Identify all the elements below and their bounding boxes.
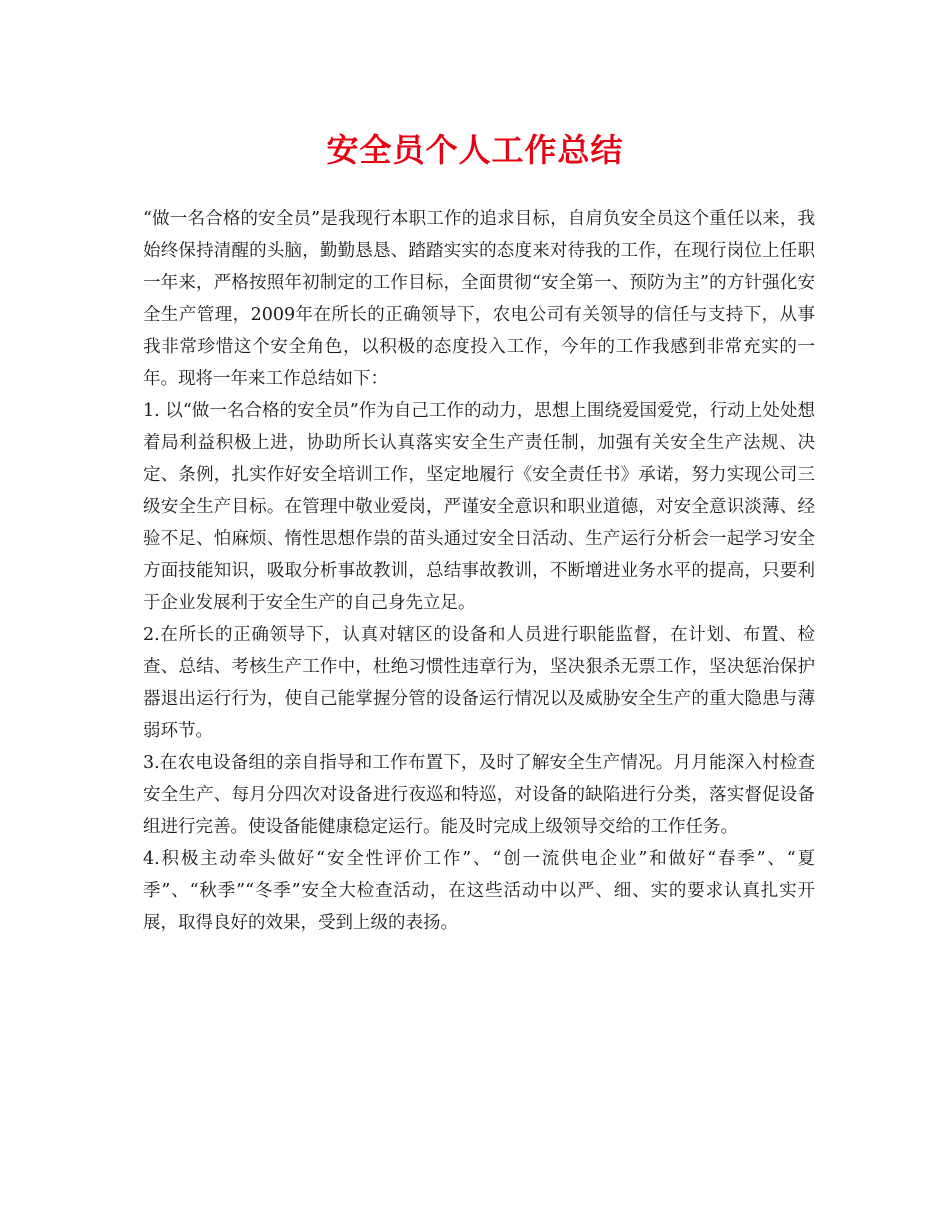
- paragraph-intro: “做一名合格的安全员”是我现行本职工作的追求目标，自肩负安全员这个重任以来，我始终保持清醒的头脑，勤勤恳恳、踏踏实实的态度来对待我的工作，在现行岗位上任职一年来，严格按照年初制定的工作目标，全面贯彻“安全第一、预防为主”的方针强化安全生产管理，2009年在所长的正确领导下，农电公司有关领导的信任与支持下，从事我非常珍惜这个安全角色，以积极的态度投入工作，今年的工作我感到非常充实的一年。现将一年来工作总结如下：: [143, 209, 815, 389]
- paragraph-item-4: 4.积极主动牵头做好“安全性评价工作”、“创一流供电企业”和做好“春季”、“夏季”、“秋季”“冬季”安全大检查活动，在这些活动中以严、细、实的要求认真扎实开展，取得良好的效果，受到上级的表扬。: [143, 849, 815, 933]
- paragraph-item-2: 2.在所长的正确领导下，认真对辖区的设备和人员进行职能监督，在计划、布置、检查、总结、考核生产工作中，杜绝习惯性违章行为，坚决狠杀无票工作，坚决惩治保护器退出运行行为，使自己能掌握分管的设备运行情况以及威胁安全生产的重大隐患与薄弱环节。: [143, 625, 815, 741]
- document-body: [143, 203, 815, 939]
- paragraph-item-1: 1. 以“做一名合格的安全员”作为自己工作的动力，思想上围绕爱国爱党，行动上处处想着局利益积极上进，协助所长认真落实安全生产责任制，加强有关安全生产法规、决定、条例，扎实作好安全培训工作，坚定地履行《安全责任书》承诺，努力实现公司三级安全生产目标。在管理中敬业爱岗，严谨安全意识和职业道德，对安全意识淡薄、经验不足、怕麻烦、惰性思想作祟的苗头通过安全日活动、生产运行分析会一起学习安全方面技能知识，吸取分析事故教训，总结事故教训，不断增进业务水平的提高，只要利于企业发展利于安全生产的自己身先立足。: [143, 401, 815, 613]
- paragraph-item-3: 3.在农电设备组的亲自指导和工作布置下，及时了解安全生产情况。月月能深入村检查安全生产、每月分四次对设备进行夜巡和特巡，对设备的缺陷进行分类，落实督促设备组进行完善。使设备能健康稳定运行。能及时完成上级领导交给的工作任务。: [143, 753, 815, 837]
- page-title: 安全员个人工作总结: [326, 131, 624, 169]
